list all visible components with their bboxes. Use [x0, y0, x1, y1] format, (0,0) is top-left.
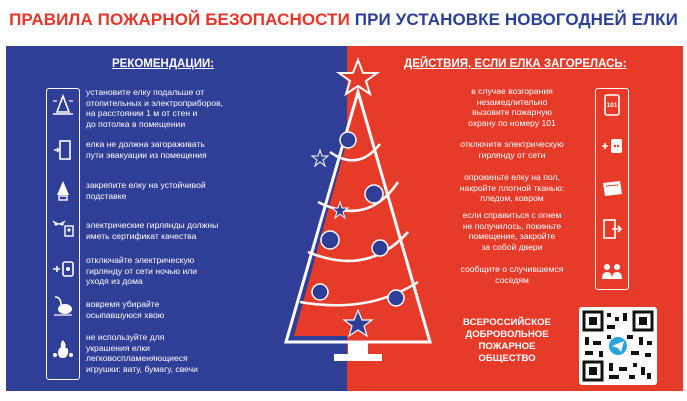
organization-name [448, 317, 566, 365]
tree-base [334, 354, 382, 361]
unplug-icon [50, 256, 76, 282]
action-3-line-1: опрокиньте елку на пол, [464, 172, 560, 182]
exit-door-icon [50, 137, 76, 163]
exit-icon [599, 216, 625, 242]
org-line-4: ОБЩЕСТВО [478, 353, 536, 364]
org-line-3: ПОЖАРНОЕ [478, 341, 536, 352]
qr-code-pattern [579, 307, 657, 385]
rec-6-line-2: осыпавшуюся хвою [86, 309, 165, 320]
phone-101-label: 101 [606, 102, 618, 109]
rec-item-1 [86, 87, 286, 129]
rec-4-line-2: иметь сертификат качества [86, 230, 197, 241]
org-line-2: ДОБРОВОЛЬНОЕ [465, 329, 549, 340]
action-1-line-3: вызовите пожарную [472, 107, 552, 117]
rec-item-5 [86, 255, 286, 287]
rec-7-line-4: игрушки: вату, бумагу, свечи [86, 363, 198, 374]
org-line-1: ВСЕРОССИЙСКОЕ [463, 317, 551, 328]
qr-code[interactable] [579, 307, 657, 385]
tree-ornament-5 [312, 284, 328, 300]
action-5-line-1: сообщите о случившемся [460, 264, 564, 274]
rec-1-line-4: до потолка в помещении [86, 118, 186, 129]
action-1-line-2: незамедлительно [476, 96, 548, 107]
rec-6-line-1: вовремя убирайте [86, 299, 160, 309]
blanket-icon [599, 175, 625, 201]
rec-1-line-3: на расстоянии 1 м от стен и [86, 108, 198, 118]
actions-heading: ДЕЙСТВИЯ, ЕСЛИ ЕЛКА ЗАГОРЕЛАСЬ: [404, 58, 627, 70]
action-3-line-3: пледом, ковром [480, 193, 544, 203]
rec-item-2 [86, 139, 286, 160]
action-item-2 [432, 139, 592, 160]
header [0, 0, 687, 40]
rec-5-line-2: гирлянду от сети ночью или [86, 265, 198, 276]
christmas-tree-illustration [268, 52, 448, 370]
rec-1-line-2: отопительных и электроприборов, [86, 97, 224, 108]
flammable-toys-icon [50, 336, 76, 362]
tree-stand-icon [50, 178, 76, 204]
action-2-line-2: гирлянду от сети [478, 149, 546, 160]
action-4-line-4: за собой двери [481, 241, 543, 252]
recommendations-heading: РЕКОМЕНДАЦИИ: [112, 58, 215, 70]
page-title [0, 10, 687, 30]
rec-7-line-1: не используйте для [86, 332, 165, 342]
action-5-line-2: соседям [495, 274, 529, 285]
action-item-5 [432, 264, 592, 285]
tree-ornament-6 [388, 290, 404, 306]
rec-3-line-2: подставке [86, 190, 127, 201]
phone-101-icon [599, 92, 625, 118]
tree-ornament-4 [372, 240, 388, 256]
action-2-line-1: отключите электрическую [460, 139, 564, 149]
rec-5-line-1: отключайте электрическую [86, 255, 195, 265]
rec-3-line-1: закрепите елку на устойчивой [86, 180, 206, 190]
vacuum-cleaner-icon [50, 292, 76, 318]
action-item-4 [432, 210, 592, 252]
rec-2-line-1: елка не должна загораживать [86, 139, 205, 149]
rec-item-6 [86, 299, 286, 320]
tree-ornament-2 [365, 185, 383, 203]
title-part-1: ПРАВИЛА ПОЖАРНОЙ БЕЗОПАСНОСТИ [9, 10, 350, 29]
tree-ornament-3 [321, 231, 339, 249]
neighbors-icon [599, 258, 625, 284]
rec-7-line-3: легковоспламеняющиеся [86, 353, 188, 363]
rec-7-line-2: украшения елки [86, 342, 150, 353]
rec-4-line-1: электрические гирлянды должны [86, 220, 219, 230]
action-1-line-1: в случае возгорания [471, 86, 553, 96]
action-item-3 [432, 172, 592, 204]
action-item-1 [432, 86, 592, 128]
socket-plug-icon [599, 133, 625, 159]
title-part-2: ПРИ УСТАНОВКЕ НОВОГОДНЕЙ ЕЛКИ [354, 10, 678, 29]
action-4-line-3: помещение, закройте [468, 231, 556, 241]
rec-2-line-2: пути эвакуации из помещения [86, 149, 207, 160]
tree-distance-icon [50, 92, 76, 118]
tree-trunk [348, 342, 368, 354]
tree-star-ornament-1 [312, 150, 328, 166]
rec-item-3 [86, 180, 286, 201]
rec-item-7 [86, 332, 286, 374]
action-3-line-2: накройте плотной тканью: [459, 182, 565, 193]
tree-ornament-1 [340, 132, 356, 148]
action-4-line-2: не получилось, покиньте [462, 220, 562, 231]
rec-5-line-3: уходя из дома [86, 276, 143, 286]
rec-item-4 [86, 220, 286, 241]
action-4-line-1: если справиться с огнем [462, 210, 562, 220]
garland-certificate-icon [50, 214, 76, 240]
action-1-line-4: охрану по номеру 101 [468, 117, 556, 128]
rec-1-line-1: установите елку подальше от [86, 87, 205, 97]
